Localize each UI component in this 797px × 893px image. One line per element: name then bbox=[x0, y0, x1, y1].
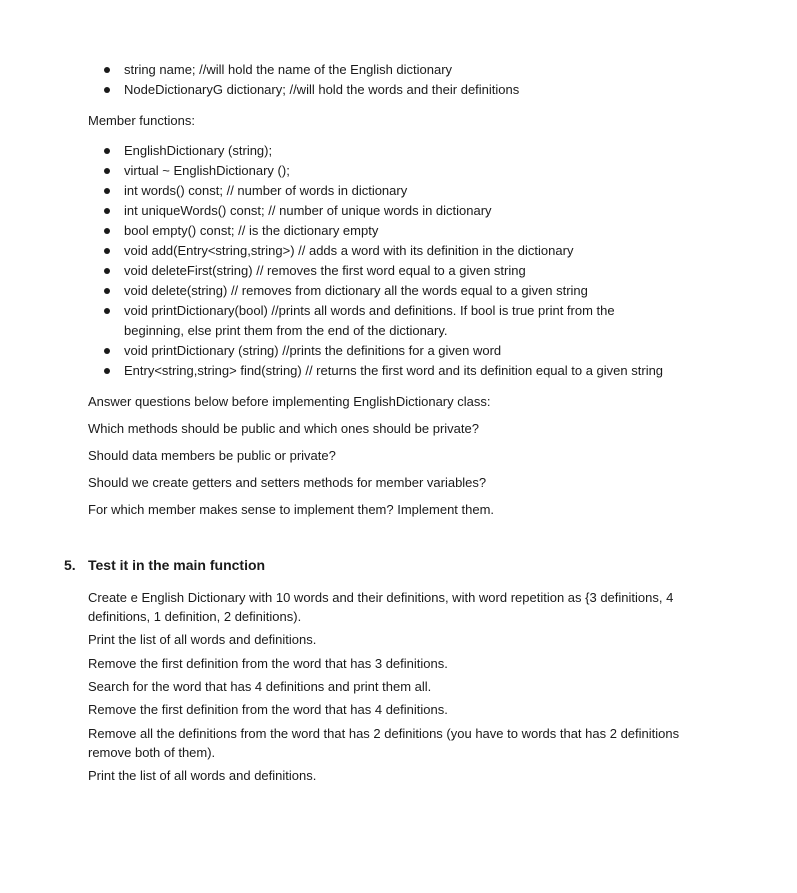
data-members-list bbox=[88, 60, 768, 100]
question-line: Should data members be public or private? bbox=[88, 448, 336, 463]
list-item: void printDictionary(bool) //prints all words and definitions. If bool is true print from the bbox=[88, 301, 778, 321]
list-item-continuation: beginning, else print them from the end of the dictionary. bbox=[124, 323, 448, 338]
bullet-icon bbox=[104, 268, 110, 274]
section-number: 5. bbox=[64, 557, 76, 573]
bullet-icon bbox=[104, 87, 110, 93]
bullet-icon bbox=[104, 208, 110, 214]
list-item: string name; //will hold the name of the English dictionary bbox=[88, 60, 768, 80]
step-line: Print the list of all words and definitions. bbox=[88, 632, 317, 647]
question-line: Should we create getters and setters methods for member variables? bbox=[88, 475, 487, 490]
list-item: bool empty() const; // is the dictionary empty bbox=[88, 221, 778, 241]
list-item: Entry<string,string> find(string) // returns the first word and its definition equal to a given string bbox=[88, 361, 778, 381]
step-line: Remove the first definition from the word that has 3 definitions. bbox=[88, 656, 448, 671]
step-line: Search for the word that has 4 definitions and print them all. bbox=[88, 679, 432, 694]
member-functions-list bbox=[88, 141, 778, 381]
bullet-icon bbox=[104, 248, 110, 254]
step-line: Remove the first definition from the word that has 4 definitions. bbox=[88, 702, 448, 717]
list-item: void deleteFirst(string) // removes the first word equal to a given string bbox=[88, 261, 778, 281]
list-item: int uniqueWords() const; // number of unique words in dictionary bbox=[88, 201, 778, 221]
bullet-icon bbox=[104, 168, 110, 174]
step-line: Print the list of all words and definitions. bbox=[88, 768, 317, 783]
list-item: void printDictionary (string) //prints the definitions for a given word bbox=[88, 341, 778, 361]
list-item: int words() const; // number of words in dictionary bbox=[88, 181, 778, 201]
list-item: NodeDictionaryG dictionary; //will hold the words and their definitions bbox=[88, 80, 768, 100]
bullet-icon bbox=[104, 228, 110, 234]
list-item: virtual ~ EnglishDictionary (); bbox=[88, 161, 778, 181]
member-functions-label: Member functions: bbox=[88, 113, 195, 128]
bullet-icon bbox=[104, 308, 110, 314]
section-heading bbox=[64, 556, 265, 575]
step-line: Create e English Dictionary with 10 words and their definitions, with word repetition as {3 definitions, 4 bbox=[88, 590, 674, 605]
step-line-continuation: definitions, 1 definition, 2 definitions). bbox=[88, 609, 302, 624]
bullet-icon bbox=[104, 288, 110, 294]
question-line: Which methods should be public and which ones should be private? bbox=[88, 421, 479, 436]
question-line: For which member makes sense to implement them? Implement them. bbox=[88, 502, 495, 517]
list-item: void add(Entry<string,string>) // adds a word with its definition in the dictionary bbox=[88, 241, 778, 261]
section-title: Test it in the main function bbox=[88, 557, 266, 573]
step-line: Remove all the definitions from the word that has 2 definitions (you have to words that has 2 definitions bbox=[88, 726, 680, 741]
bullet-icon bbox=[104, 368, 110, 374]
step-line-continuation: remove both of them). bbox=[88, 745, 216, 760]
bullet-icon bbox=[104, 148, 110, 154]
bullet-icon bbox=[104, 348, 110, 354]
list-item: void delete(string) // removes from dictionary all the words equal to a given string bbox=[88, 281, 778, 301]
question-intro: Answer questions below before implementing EnglishDictionary class: bbox=[88, 394, 491, 409]
bullet-icon bbox=[104, 188, 110, 194]
bullet-icon bbox=[104, 67, 110, 73]
list-item: EnglishDictionary (string); bbox=[88, 141, 778, 161]
